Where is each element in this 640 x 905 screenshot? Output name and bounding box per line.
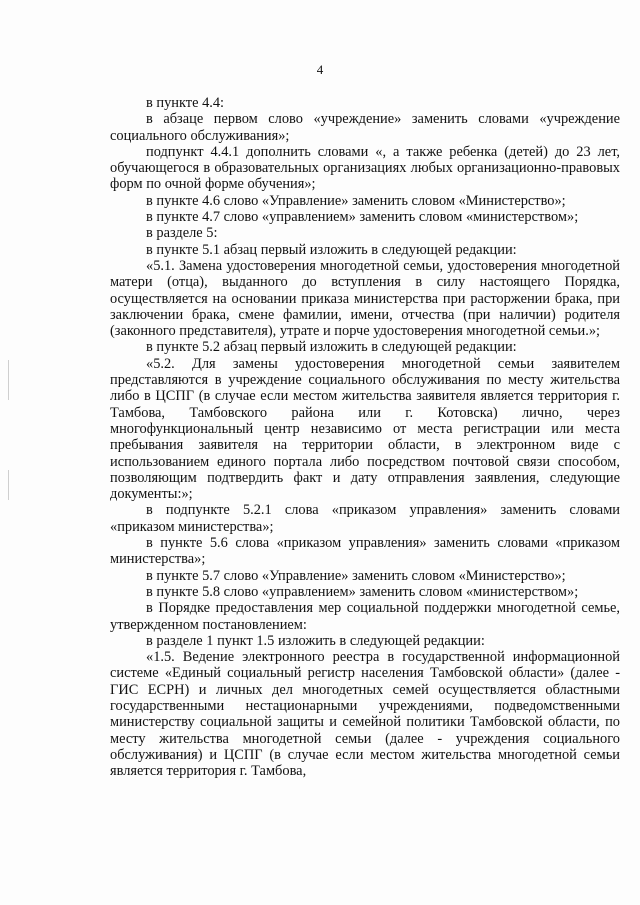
paragraph: подпункт 4.4.1 дополнить словами «, а также ребенка (детей) до 23 лет, обучающегося в образовательных организациях любых организационно-правовых форм по очной форме обучения»; [110, 143, 620, 193]
paragraph: «1.5. Ведение электронного реестра в государственной информационной системе «Единый социальный регистр населения Тамбовской области» (далее - ГИС ЕСРН) и личных дел многодетных семей осуществляется областными государственными нестационарными учреждениями, подведомственными министерству социальной защиты и семейной политики Тамбовской области, по месту жительства многодетной семьи (далее - учреждения социального обслуживания) и ЦСПГ (в случае если местом жительства многодетной семьи является территория г. Тамбова, [110, 649, 620, 780]
paragraph: в пункте 5.8 слово «управлением» заменить словом «министерством»; [146, 583, 579, 600]
paragraph: в пункте 5.1 абзац первый изложить в следующей редакции: [146, 241, 517, 258]
paragraph: в пункте 5.6 слова «приказом управления» заменить словами «приказом министерства»; [110, 535, 620, 568]
paragraph: в разделе 5: [146, 225, 218, 242]
paragraph: «5.1. Замена удостоверения многодетной семьи, удостоверения многодетной матери (отца), выданного до вступления в силу настоящего Порядка, осуществляется на основании приказа министерства при расторжении брака, при заключении брака, смене фамилии, имени, отчества (при наличии) родителя (законного представителя), утрате и порче удостоверения многодетной семьи.»; [110, 257, 620, 340]
paragraph: в разделе 1 пункт 1.5 изложить в следующей редакции: [146, 632, 485, 649]
paragraph: в Порядке предоставления мер социальной поддержки многодетной семье, утвержденном постановлением: [110, 600, 620, 633]
document-body [110, 95, 620, 779]
paragraph: в пункте 4.4: [146, 95, 225, 111]
scan-artifact [8, 360, 9, 400]
paragraph: в пункте 4.7 слово «управлением» заменить словом «министерством»; [146, 209, 579, 226]
paragraph: в пункте 4.6 слово «Управление» заменить словом «Министерство»; [146, 192, 566, 209]
paragraph: в пункте 5.2 абзац первый изложить в следующей редакции: [146, 339, 517, 356]
paragraph: «5.2. Для замены удостоверения многодетной семьи заявителем представляются в учреждение социального обслуживания по месту жительства либо в ЦСПГ (в случае если местом жительства заявителя является территория г. Тамбова, Тамбовского района или г. Котовска) лично, через многофункциональный центр независимо от места регистрации или места пребывания заявителя на территории области, в электронном виде с использованием единого портала либо посредством почтовой связи способом, позволяющим подтвердить факт и дату отправления заявления, следующие документы:»; [110, 355, 620, 503]
page-number: 4 [316, 62, 324, 77]
paragraph: в абзаце первом слово «учреждение» заменить словами «учреждение социального обслуживания»; [110, 111, 620, 144]
paragraph: в пункте 5.7 слово «Управление» заменить словом «Министерство»; [146, 567, 566, 584]
scan-artifact [8, 470, 9, 500]
paragraph: в подпункте 5.2.1 слова «приказом управления» заменить словами «приказом министерства»; [110, 502, 620, 535]
